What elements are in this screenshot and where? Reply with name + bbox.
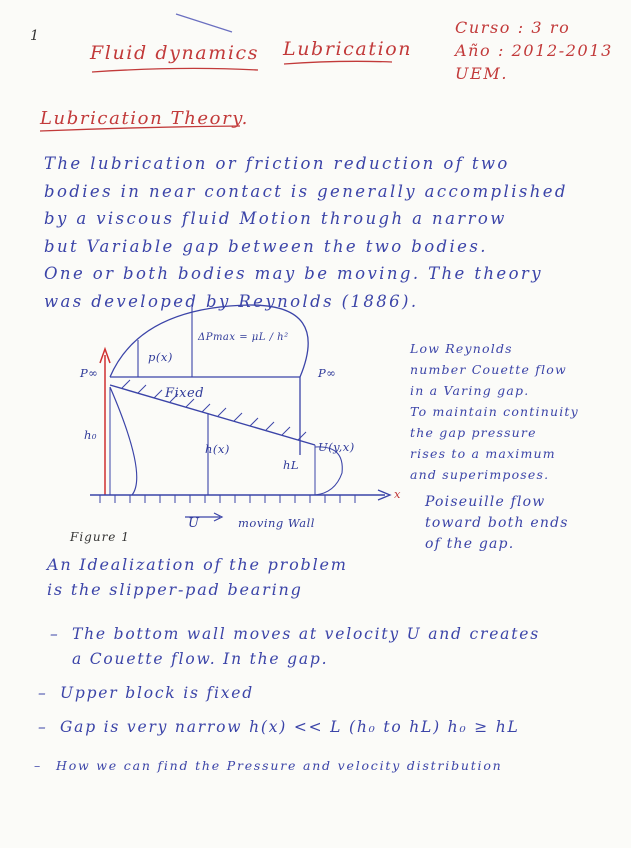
label-fixed: Fixed [165,386,205,401]
idealization-line: is the slipper-pad bearing [47,580,303,599]
side-note-couette [410,338,579,485]
course-info [455,16,613,85]
title-fluid-dynamics: Fluid dynamics [90,42,260,64]
idealization-text [47,552,348,602]
label-p-of-x: p(x) [148,350,173,364]
label-p-inf-right: P∞ [318,366,337,380]
side-note-line: rises to a maximum [410,446,556,461]
bullet-dash: – [50,625,60,643]
side-note-line: of the gap. [425,536,515,552]
intro-line: One or both bodies may be moving. The theory [44,264,543,283]
intro-line: by a viscous fluid Motion through a narrow [44,209,507,228]
title-lubrication: Lubrication [283,38,413,60]
bullet-item [38,718,520,736]
side-note-line: To maintain continuity [410,404,579,419]
bullet-dash: – [38,684,48,702]
intro-line: but Variable gap between the two bodies. [44,236,488,256]
side-note-line: number Couette flow [410,362,567,377]
course-line: UEM. [455,64,509,83]
bullet-dash: – [38,718,48,736]
label-moving-wall: moving Wall [238,516,315,530]
section-heading: Lubrication Theory. [40,108,249,129]
page-number: 1 [30,28,39,44]
label-p-inf-left: P∞ [80,366,99,380]
bullet-item [34,758,503,773]
label-h0: h₀ [84,428,98,442]
idealization-line: An Idealization of the problem [47,555,348,574]
intro-line: The lubrication or friction reduction of two [44,154,510,173]
bullet-line: How we can find the Pressure and velocity distribution [56,758,503,773]
bullet-dash: – [34,758,43,773]
bullet-item [50,622,540,672]
label-U: U [188,516,200,531]
side-note-poiseuille [425,492,569,555]
bullet-line: The bottom wall moves at velocity U and creates [72,625,540,643]
label-dp-max: ΔPmax = μL / h² [198,332,289,343]
course-line: Curso : 3 ro [455,18,571,37]
side-note-line: the gap pressure [410,425,537,440]
bullet-item [38,684,254,702]
bullet-line: Upper block is fixed [60,684,254,702]
intro-line: was developed by Reynolds (1886). [44,291,419,311]
side-note-line: Low Reynolds [410,341,513,356]
side-note-line: Poiseuille flow [425,494,546,510]
figure-label: Figure 1 [70,530,130,544]
bullet-line: a Couette flow. In the gap. [72,650,329,668]
label-h-of-x: h(x) [205,442,230,456]
label-u-of-yx: U(y,x) [318,440,355,454]
label-x-axis: x [394,487,401,501]
bullet-line: Gap is very narrow h(x) << L (h₀ to hL) h₀ ≥ hL [60,718,520,736]
side-note-line: in a Varing gap. [410,383,530,398]
label-hL: hL [283,458,300,472]
intro-paragraph [44,150,568,315]
side-note-line: and superimposes. [410,467,550,482]
side-note-line: toward both ends [425,515,569,531]
intro-line: bodies in near contact is generally accomplished [44,181,568,201]
course-line: Año : 2012-2013 [455,41,613,60]
